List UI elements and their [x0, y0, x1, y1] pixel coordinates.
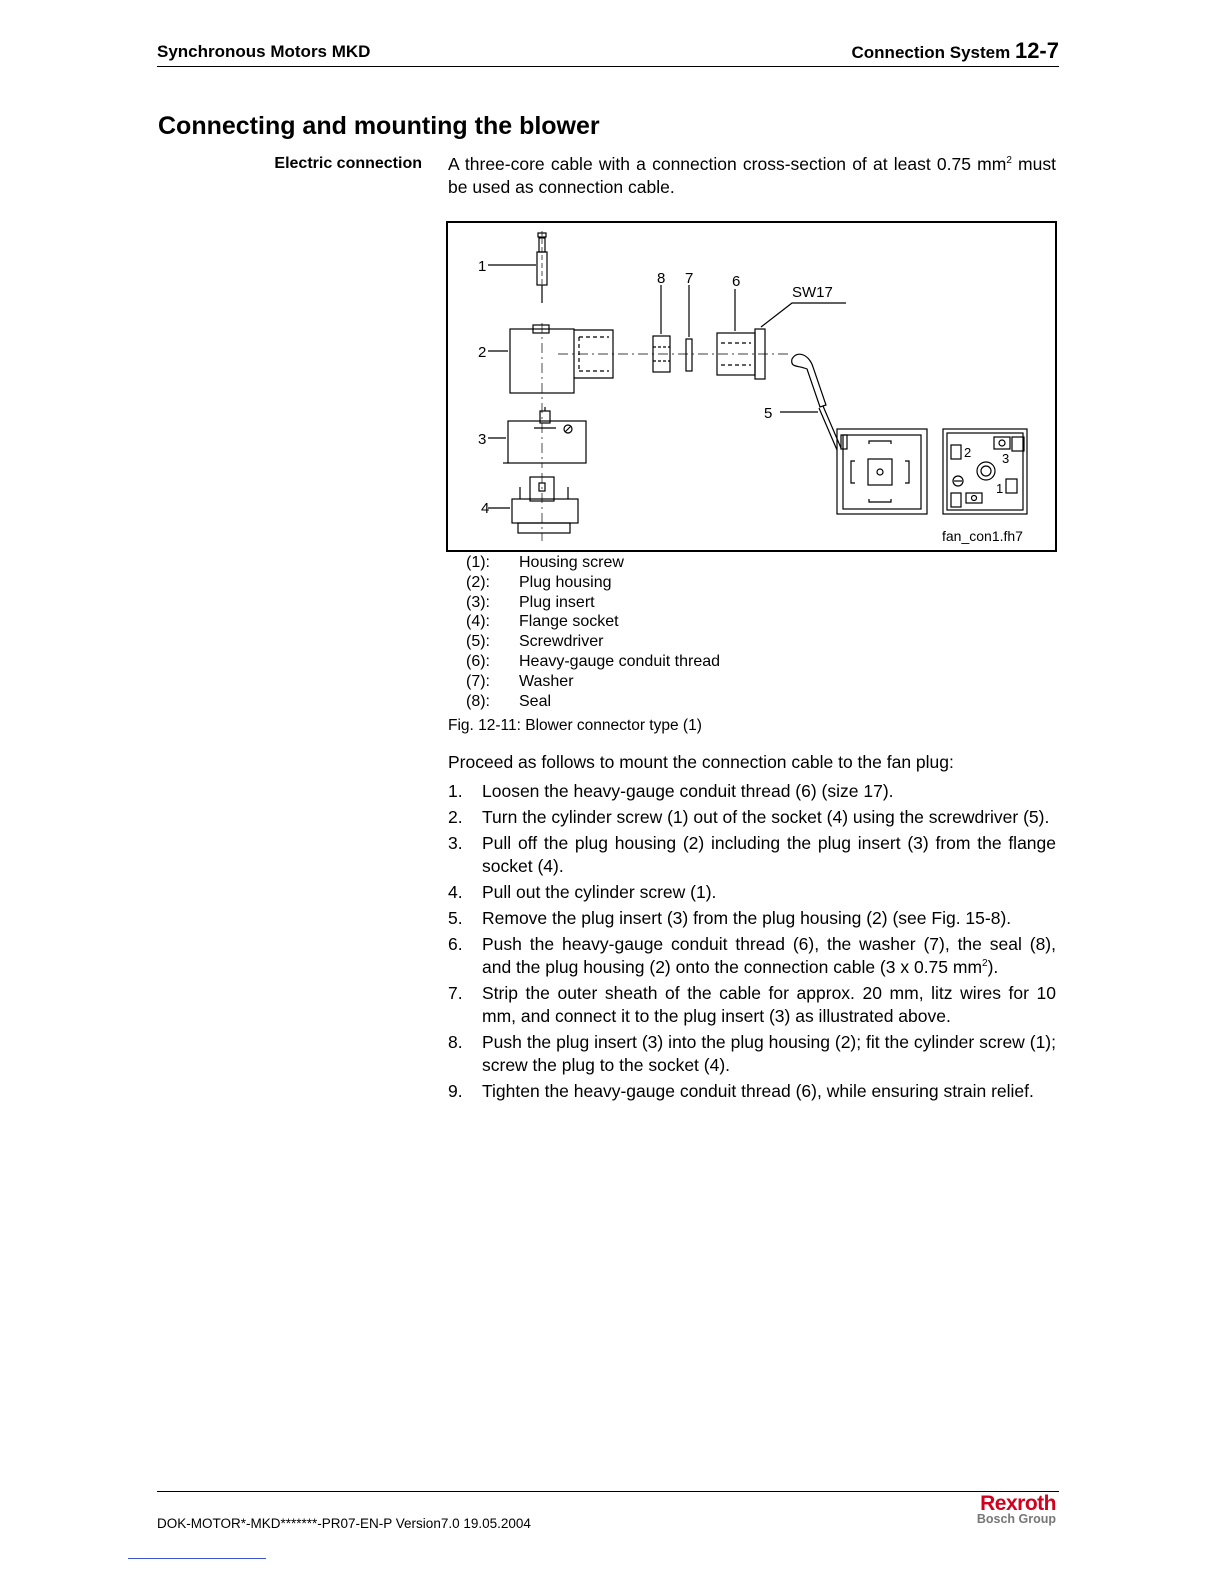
step-item: [448, 1080, 1056, 1103]
callout-5: 5: [764, 405, 773, 422]
step-text: [482, 933, 1056, 979]
flange-socket-drawing: [512, 473, 578, 541]
plug-insert-drawing: [503, 407, 586, 463]
brand-name: Rexroth: [980, 1492, 1056, 1515]
step-item: [448, 933, 1056, 979]
step-text-tail: ).: [987, 957, 999, 977]
step-number: 5.: [448, 908, 463, 928]
insert-label-2: 2: [964, 445, 972, 460]
legend-item: [466, 553, 720, 573]
wrench-size-label: SW17: [792, 284, 833, 301]
section-title: Connecting and mounting the blower: [158, 112, 600, 140]
figure-filename: fan_con1.fh7: [942, 528, 1023, 544]
header-section: [852, 38, 1059, 64]
step-item: [448, 806, 1056, 829]
step-item: [448, 881, 1056, 904]
insert-label-3: 3: [1002, 451, 1010, 466]
legend-number: (6):: [466, 652, 490, 670]
legend-number: (7):: [466, 672, 490, 690]
legend-text: Heavy-gauge conduit thread: [519, 652, 721, 670]
step-text: Turn the cylinder screw (1) out of the socket (4) using the screwdriver (5).: [482, 807, 1050, 827]
legend-text: Housing screw: [519, 554, 624, 571]
step-number: 1.: [448, 781, 463, 801]
step-number: 2.: [448, 807, 463, 827]
intro-text-end: must be used as connection cable.: [448, 154, 1056, 197]
intro-superscript: 2: [1006, 155, 1012, 167]
step-text-main: Push the heavy-gauge conduit thread (6), the washer (7), the seal (8), and the plug housing (2) onto the connection cable (3 x 0.75 mm: [482, 934, 1056, 977]
step-item: [448, 780, 1056, 803]
procedure-steps: [448, 780, 1056, 1106]
brand-logo: [977, 1492, 1056, 1526]
step-number: 8.: [448, 1032, 463, 1052]
step-item: [448, 907, 1056, 930]
footer-document-id: DOK-MOTOR*-MKD*******-PR07-EN-P Version7.0 19.05.2004: [157, 1516, 531, 1531]
legend-item: [466, 692, 720, 712]
legend-item: [466, 593, 720, 613]
step-number: 6.: [448, 934, 463, 954]
step-text: Strip the outer sheath of the cable for approx. 20 mm, litz wires for 10 mm, and connect it to the plug insert (3) as illustrated above.: [482, 983, 1056, 1026]
legend-text: Seal: [519, 692, 552, 710]
page-footer: [157, 1491, 1059, 1531]
callout-1: 1: [478, 258, 487, 275]
page-header: [157, 38, 1059, 67]
procedure-intro: Proceed as follows to mount the connection cable to the fan plug:: [448, 752, 954, 772]
legend-text: Plug housing: [519, 573, 612, 591]
header-doc-title: Synchronous Motors MKD: [157, 42, 371, 61]
step-item: [448, 1031, 1056, 1077]
brand-subtitle: Bosch Group: [976, 1512, 1056, 1526]
legend-item: [466, 632, 720, 652]
legend-text: Screwdriver: [519, 633, 604, 651]
figure-caption: Fig. 12-11: Blower connector type (1): [448, 717, 702, 734]
callout-7: 7: [685, 270, 694, 287]
step-text: Pull out the cylinder screw (1).: [482, 882, 717, 902]
connector-figure: [446, 221, 1057, 552]
callout-4: 4: [481, 500, 490, 517]
legend-text: Plug insert: [519, 593, 595, 611]
step-number: 9.: [448, 1081, 463, 1101]
washer-drawing: [686, 339, 692, 371]
legend-number: (5):: [466, 633, 490, 651]
step-number: 7.: [448, 983, 463, 1003]
intro-paragraph: [448, 153, 1056, 199]
step-text: Pull off the plug housing (2) including the plug insert (3) from the flange socket (4).: [482, 833, 1056, 876]
legend-item: [466, 652, 720, 672]
legend-text: Flange socket: [519, 613, 619, 631]
step-text: Loosen the heavy-gauge conduit thread (6) (size 17).: [482, 781, 894, 801]
legend-number: (2):: [466, 573, 490, 591]
legend-number: (4):: [466, 613, 490, 631]
step-text: Push the plug insert (3) into the plug housing (2); fit the cylinder screw (1); screw the plug to the socket (4).: [482, 1032, 1056, 1075]
margin-label: Electric connection: [274, 155, 422, 172]
legend-text: Washer: [519, 672, 574, 690]
callout-8: 8: [657, 270, 666, 287]
step-number: 4.: [448, 882, 463, 902]
step-item: [448, 832, 1056, 878]
step-number: 3.: [448, 833, 463, 853]
plug-housing-drawing: [510, 323, 788, 468]
screwdriver-drawing: [792, 354, 841, 450]
step-item: [448, 982, 1056, 1028]
bottom-rule: [128, 1558, 266, 1559]
legend-item: [466, 573, 720, 593]
callout-3: 3: [478, 431, 487, 448]
figure-legend: [466, 553, 720, 711]
step-text: Remove the plug insert (3) from the plug housing (2) (see Fig. 15-8).: [482, 908, 1012, 928]
header-section-name: Connection System: [851, 43, 1011, 62]
legend-number: (1):: [466, 554, 490, 571]
callout-6: 6: [732, 273, 741, 290]
callout-2: 2: [478, 344, 487, 361]
legend-number: (3):: [466, 593, 490, 611]
step-text: Tighten the heavy-gauge conduit thread (6), while ensuring strain relief.: [482, 1081, 1034, 1101]
insert-contact-drawing: [943, 429, 1027, 514]
housing-screw-drawing: [537, 231, 547, 303]
step-superscript: 2: [982, 958, 988, 970]
legend-item: [466, 612, 720, 632]
header-page-number: 12-7: [1014, 38, 1059, 63]
connector-drawing: [448, 223, 1055, 550]
intro-text: A three-core cable with a connection cross-section of at least 0.75 mm: [448, 154, 1007, 174]
legend-item: [466, 672, 720, 692]
legend-number: (8):: [466, 692, 490, 710]
insert-label-1: 1: [996, 481, 1004, 496]
socket-face-drawing: [837, 429, 927, 514]
